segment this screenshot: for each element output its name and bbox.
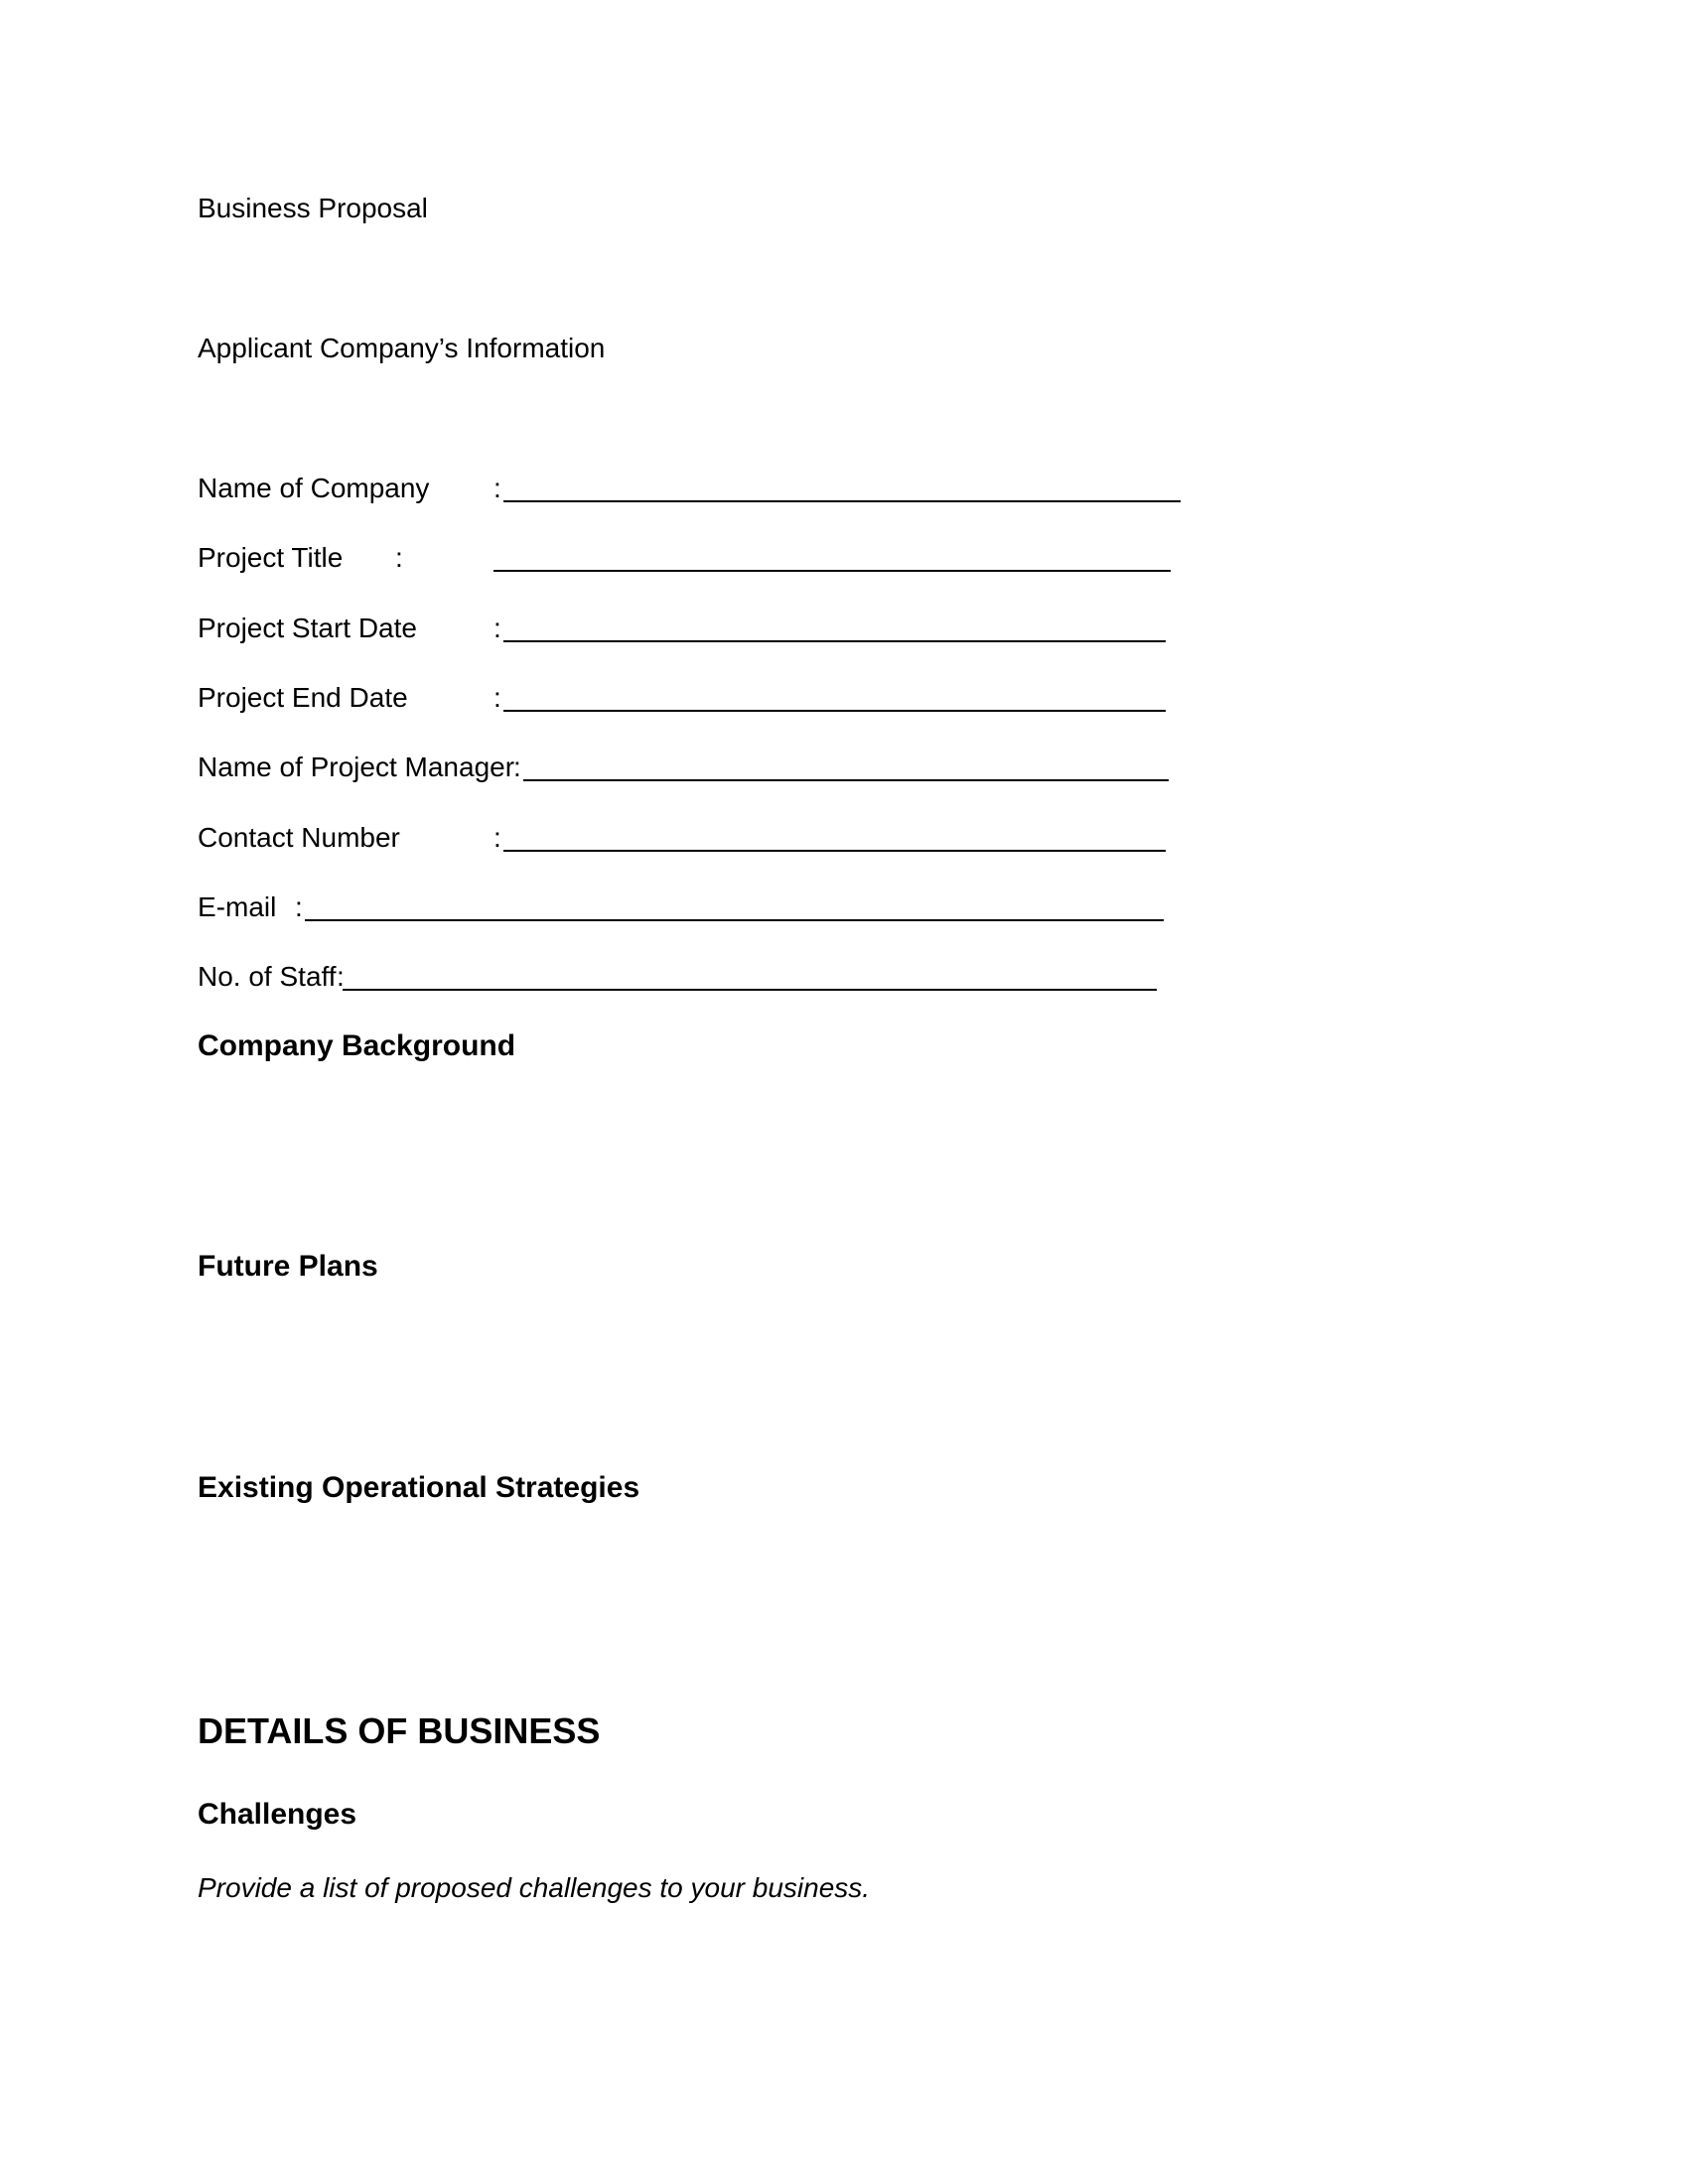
field-project-start-date <box>198 611 1191 650</box>
no-of-staff-blank[interactable] <box>343 959 1157 991</box>
heading-company-background: Company Background <box>198 1029 516 1062</box>
heading-future-plans: Future Plans <box>198 1250 378 1283</box>
field-label: No. of Staff <box>198 961 337 992</box>
field-project-manager <box>198 750 1191 789</box>
email-blank[interactable] <box>305 889 1164 921</box>
field-label: Project End Date <box>198 682 408 713</box>
heading-details-of-business: DETAILS OF BUSINESS <box>198 1710 601 1751</box>
field-label: Project Start Date <box>198 613 417 643</box>
project-end-date-blank[interactable] <box>503 680 1166 712</box>
heading-challenges: Challenges <box>198 1798 357 1831</box>
field-contact-number <box>198 820 1191 860</box>
field-colon: : <box>493 613 501 643</box>
field-colon: : <box>493 473 501 503</box>
field-label: Project Title <box>198 542 344 573</box>
contact-number-blank[interactable] <box>503 820 1166 852</box>
field-label: Name of Company <box>198 473 430 503</box>
field-colon: : <box>295 891 303 922</box>
project-manager-blank[interactable] <box>523 750 1169 781</box>
field-label: E-mail <box>198 891 277 922</box>
field-label: Name of Project Manager <box>198 751 515 782</box>
field-project-end-date <box>198 680 1191 720</box>
field-colon: : <box>337 961 345 992</box>
project-start-date-blank[interactable] <box>503 611 1166 642</box>
field-label: Contact Number <box>198 822 400 853</box>
field-email <box>198 889 1191 929</box>
challenges-instruction: Provide a list of proposed challenges to your business. <box>198 1872 871 1903</box>
document-title: Business Proposal <box>198 193 428 223</box>
project-title-blank[interactable] <box>493 540 1171 572</box>
field-colon: : <box>395 542 403 573</box>
field-colon: : <box>493 822 501 853</box>
name-of-company-blank[interactable] <box>503 471 1181 502</box>
field-no-of-staff <box>198 959 1191 999</box>
heading-existing-operational-strategies: Existing Operational Strategies <box>198 1471 640 1504</box>
section-subtitle: Applicant Company’s Information <box>198 333 606 363</box>
field-colon: : <box>513 751 521 782</box>
field-colon: : <box>493 682 501 713</box>
field-name-of-company <box>198 471 1191 510</box>
field-project-title <box>198 540 1191 580</box>
